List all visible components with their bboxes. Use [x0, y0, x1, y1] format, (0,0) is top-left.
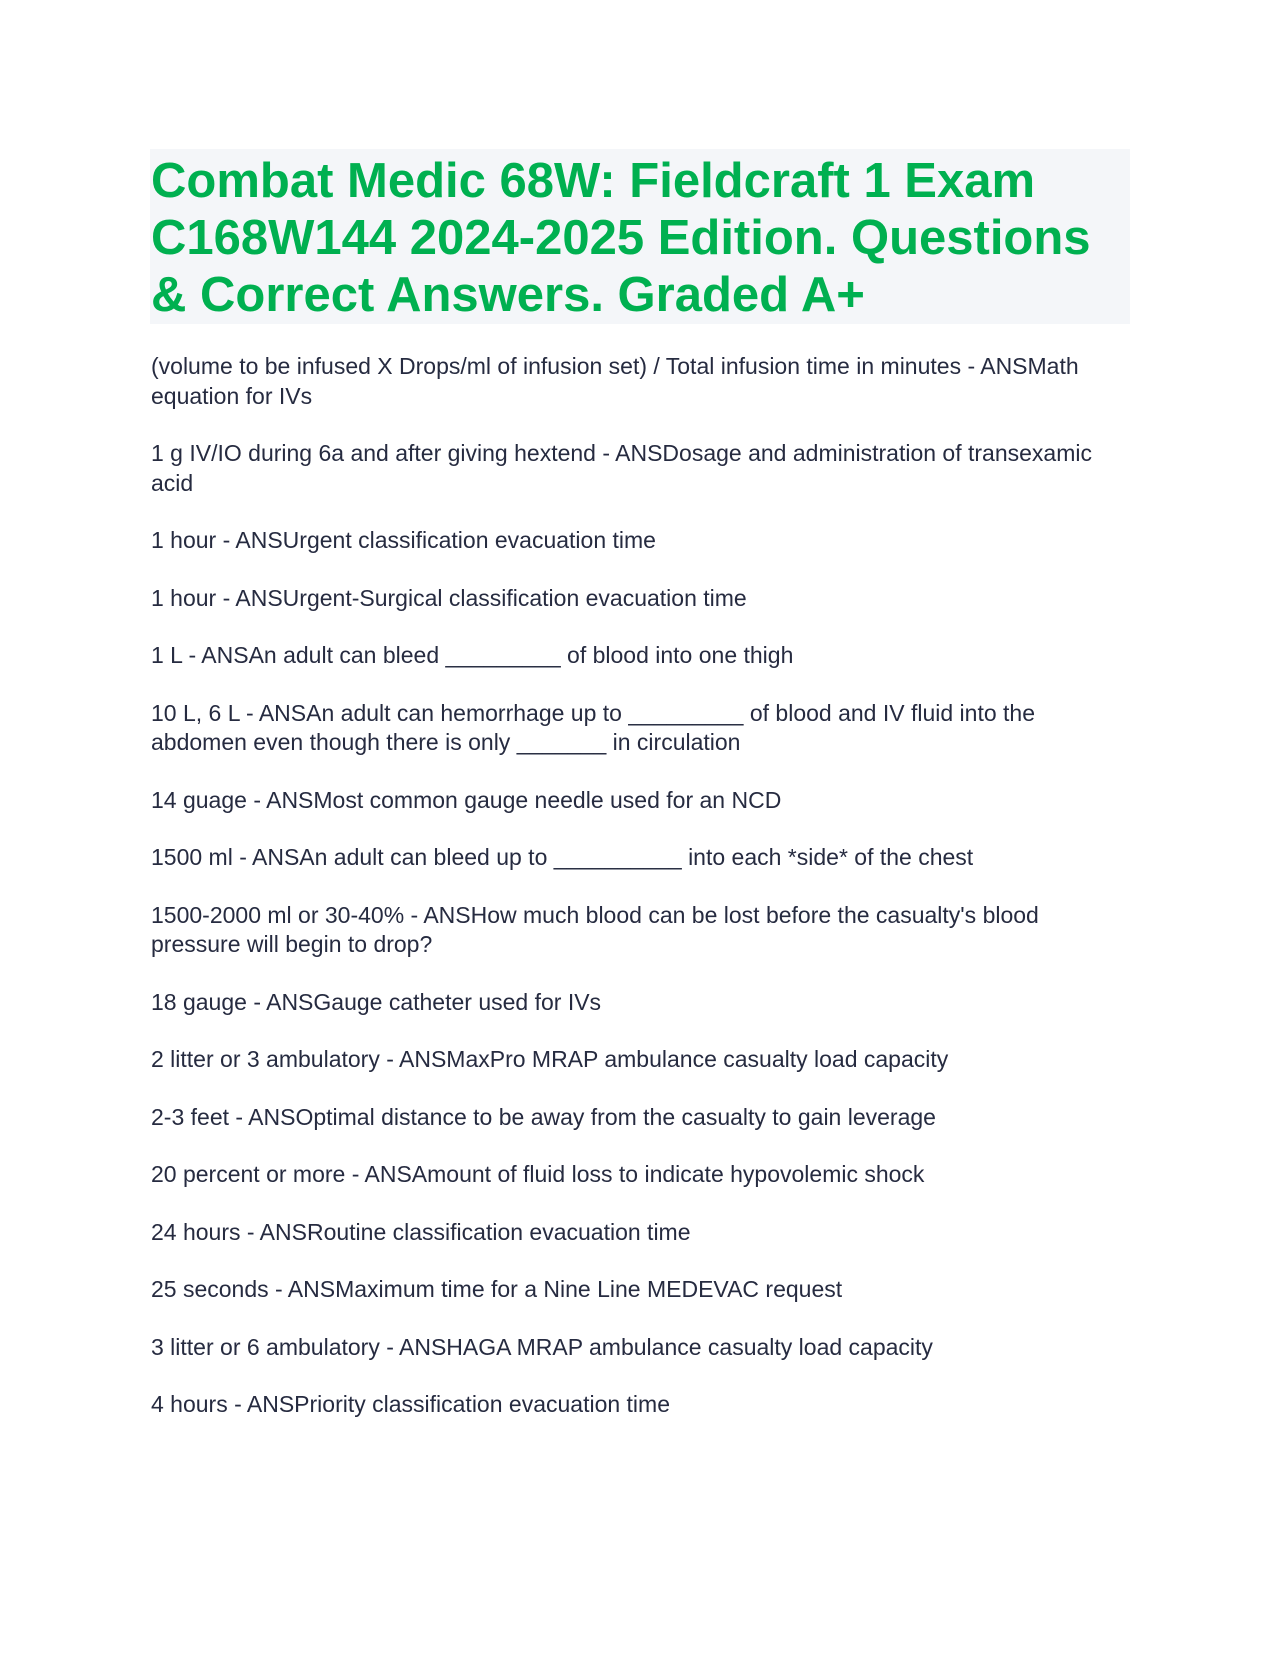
qa-entry: 1 g IV/IO during 6a and after giving hextend - ANSDosage and administration of transexamic acid	[151, 440, 1092, 496]
title-block	[150, 149, 1130, 324]
qa-entry: 10 L, 6 L - ANSAn adult can hemorrhage up to _________ of blood and IV fluid into the abdomen even though there is only _______ in circulation	[151, 699, 1036, 755]
qa-list	[151, 352, 1131, 1448]
page-title: Combat Medic 68W: Fieldcraft 1 Exam C168W144 2024-2025 Edition. Questions & Correct Answers. Graded A+	[151, 154, 1091, 322]
qa-entry: (volume to be infused X Drops/ml of infusion set) / Total infusion time in minutes - ANSMath equation for IVs	[151, 353, 1079, 409]
qa-entry: 1500 ml - ANSAn adult can bleed up to __________ into each *side* of the chest	[151, 844, 974, 870]
qa-entry: 2 litter or 3 ambulatory - ANSMaxPro MRAP ambulance casualty load capacity	[151, 1046, 949, 1072]
qa-entry: 1 hour - ANSUrgent classification evacuation time	[151, 527, 656, 553]
qa-entry: 24 hours - ANSRoutine classification evacuation time	[151, 1218, 691, 1245]
qa-entry: 1 L - ANSAn adult can bleed _________ of blood into one thigh	[151, 642, 794, 668]
qa-entry: 3 litter or 6 ambulatory - ANSHAGA MRAP ambulance casualty load capacity	[151, 1333, 933, 1360]
qa-entry: 4 hours - ANSPriority classification evacuation time	[151, 1391, 670, 1417]
qa-entry: 25 seconds - ANSMaximum time for a Nine Line MEDEVAC request	[151, 1276, 843, 1302]
qa-entry: 2-3 feet - ANSOptimal distance to be away from the casualty to gain leverage	[151, 1103, 936, 1130]
qa-entry: 18 gauge - ANSGauge catheter used for IVs	[151, 988, 602, 1015]
qa-entry: 20 percent or more - ANSAmount of fluid loss to indicate hypovolemic shock	[151, 1161, 925, 1187]
qa-entry: 1 hour - ANSUrgent-Surgical classification evacuation time	[151, 584, 747, 611]
qa-entry: 14 guage - ANSMost common gauge needle used for an NCD	[151, 786, 782, 813]
qa-entry: 1500-2000 ml or 30-40% - ANSHow much blood can be lost before the casualty's blood pressure will begin to drop?	[151, 901, 1039, 957]
